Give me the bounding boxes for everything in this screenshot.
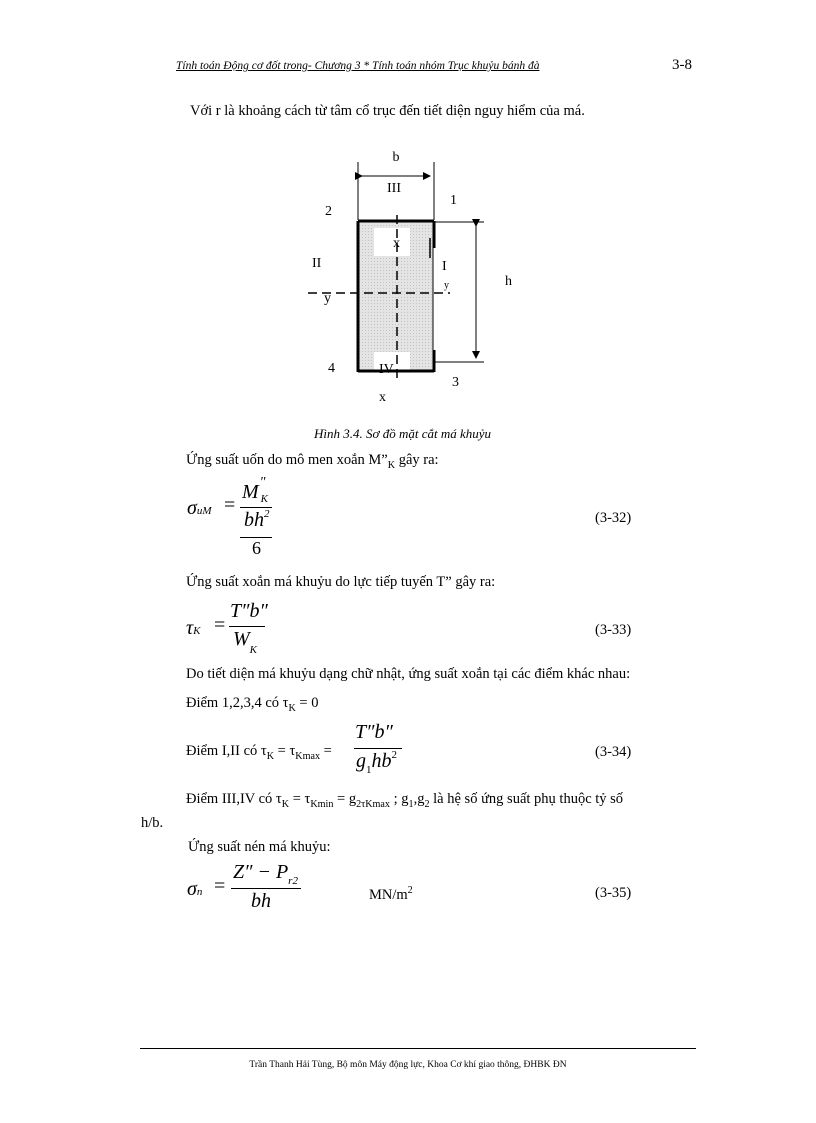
eq32-numerator: M ″ K [242,475,269,505]
eq33-intro: Ứng suất xoắn má khuỷu do lực tiếp tuyến T” gây ra: [186,574,496,590]
eq33-numerator: T″b″ [230,600,268,622]
points-III-IV-continuation: h/b. [141,815,164,831]
label-II: II [312,256,322,271]
eq35-unit: $MN/m^2$ [369,885,413,903]
eq32-intro: Ứng suất uốn do mô men xoắn $M”_K$ gây ra: [186,452,439,471]
footer-text: Trần Thanh Hải Tùng, Bộ môn Máy động lực, Khoa Cơ khí giao thông, ĐHBK ĐN [249,1060,567,1070]
eq32-denominator: $bh^2$ [244,508,270,531]
label-b: b [392,150,400,165]
label-x-top: x [393,236,400,251]
eq33-denominator: $W_K$ [233,628,258,656]
label-y-right: y [444,280,449,291]
points-1234-line: Điểm 1,2,3,4 có $\tau_K = 0$ [186,695,319,714]
label-3: 3 [452,375,459,390]
label-h: h [505,274,512,289]
label-y-left: y [324,291,331,306]
page-number: 3-8 [672,57,692,73]
label-box-top [374,228,410,256]
label-I: I [442,259,447,274]
eq32-divisor: 6 [252,538,261,558]
eq33-number: (3-33) [595,622,632,638]
points-III-IV-line: Điểm III,IV có $\tau_K = \tau_{Kmin} = g_{2\tau Kmax}$ ; $g_1,g_2$ là hệ số ứng suất phụ thuộc tỷ số [186,791,624,810]
label-1: 1 [450,193,457,208]
label-III: III [387,181,401,196]
eq35-numerator: $Z'' - P_{r2}$ [233,861,298,887]
eq34-number: (3-34) [595,744,632,760]
label-4: 4 [328,361,335,376]
footer-rule [140,1048,696,1049]
header-title: Tính toán Động cơ đốt trong- Chương 3 * Tính toán nhóm Trục khuỷu bánh đà [176,60,540,72]
eq35-denominator: bh [251,890,271,912]
eq35-fraction-line [231,888,301,889]
eq34-denominator: $g_1hb^2$ [356,749,397,776]
eq35-lhs: σn [187,878,203,900]
eq35-intro: Ứng suất nén má khuỷu: [188,839,331,855]
figure-caption: Hình 3.4. Sơ đồ mặt cắt má khuỷu [314,426,491,441]
label-IV: IV [379,362,394,377]
torsion-paragraph: Do tiết diện má khuỷu dạng chữ nhật, ứng suất xoắn tại các điểm khác nhau: [186,666,631,682]
eq33-fraction-line [229,626,265,627]
eq32-equals: = [224,494,236,516]
eq32-number: (3-32) [595,510,632,526]
eq34-numerator: T″b″ [355,721,393,743]
eq35-number: (3-35) [595,885,632,901]
eq33-lhs: τK [186,617,201,639]
eq35-equals: = [214,875,226,897]
eq33-equals: = [214,614,226,636]
eq32-lhs: σuM [187,497,212,519]
intro-paragraph: Với r là khoảng cách từ tâm cổ trục đến tiết diện nguy hiểm của má. [190,103,585,119]
eq34-text: Điểm I,II có $\tau_K = \tau_{Kmax}$ = [186,743,332,762]
label-x-bottom: x [379,390,386,405]
label-2: 2 [325,204,332,219]
cross-section-diagram [290,150,550,420]
